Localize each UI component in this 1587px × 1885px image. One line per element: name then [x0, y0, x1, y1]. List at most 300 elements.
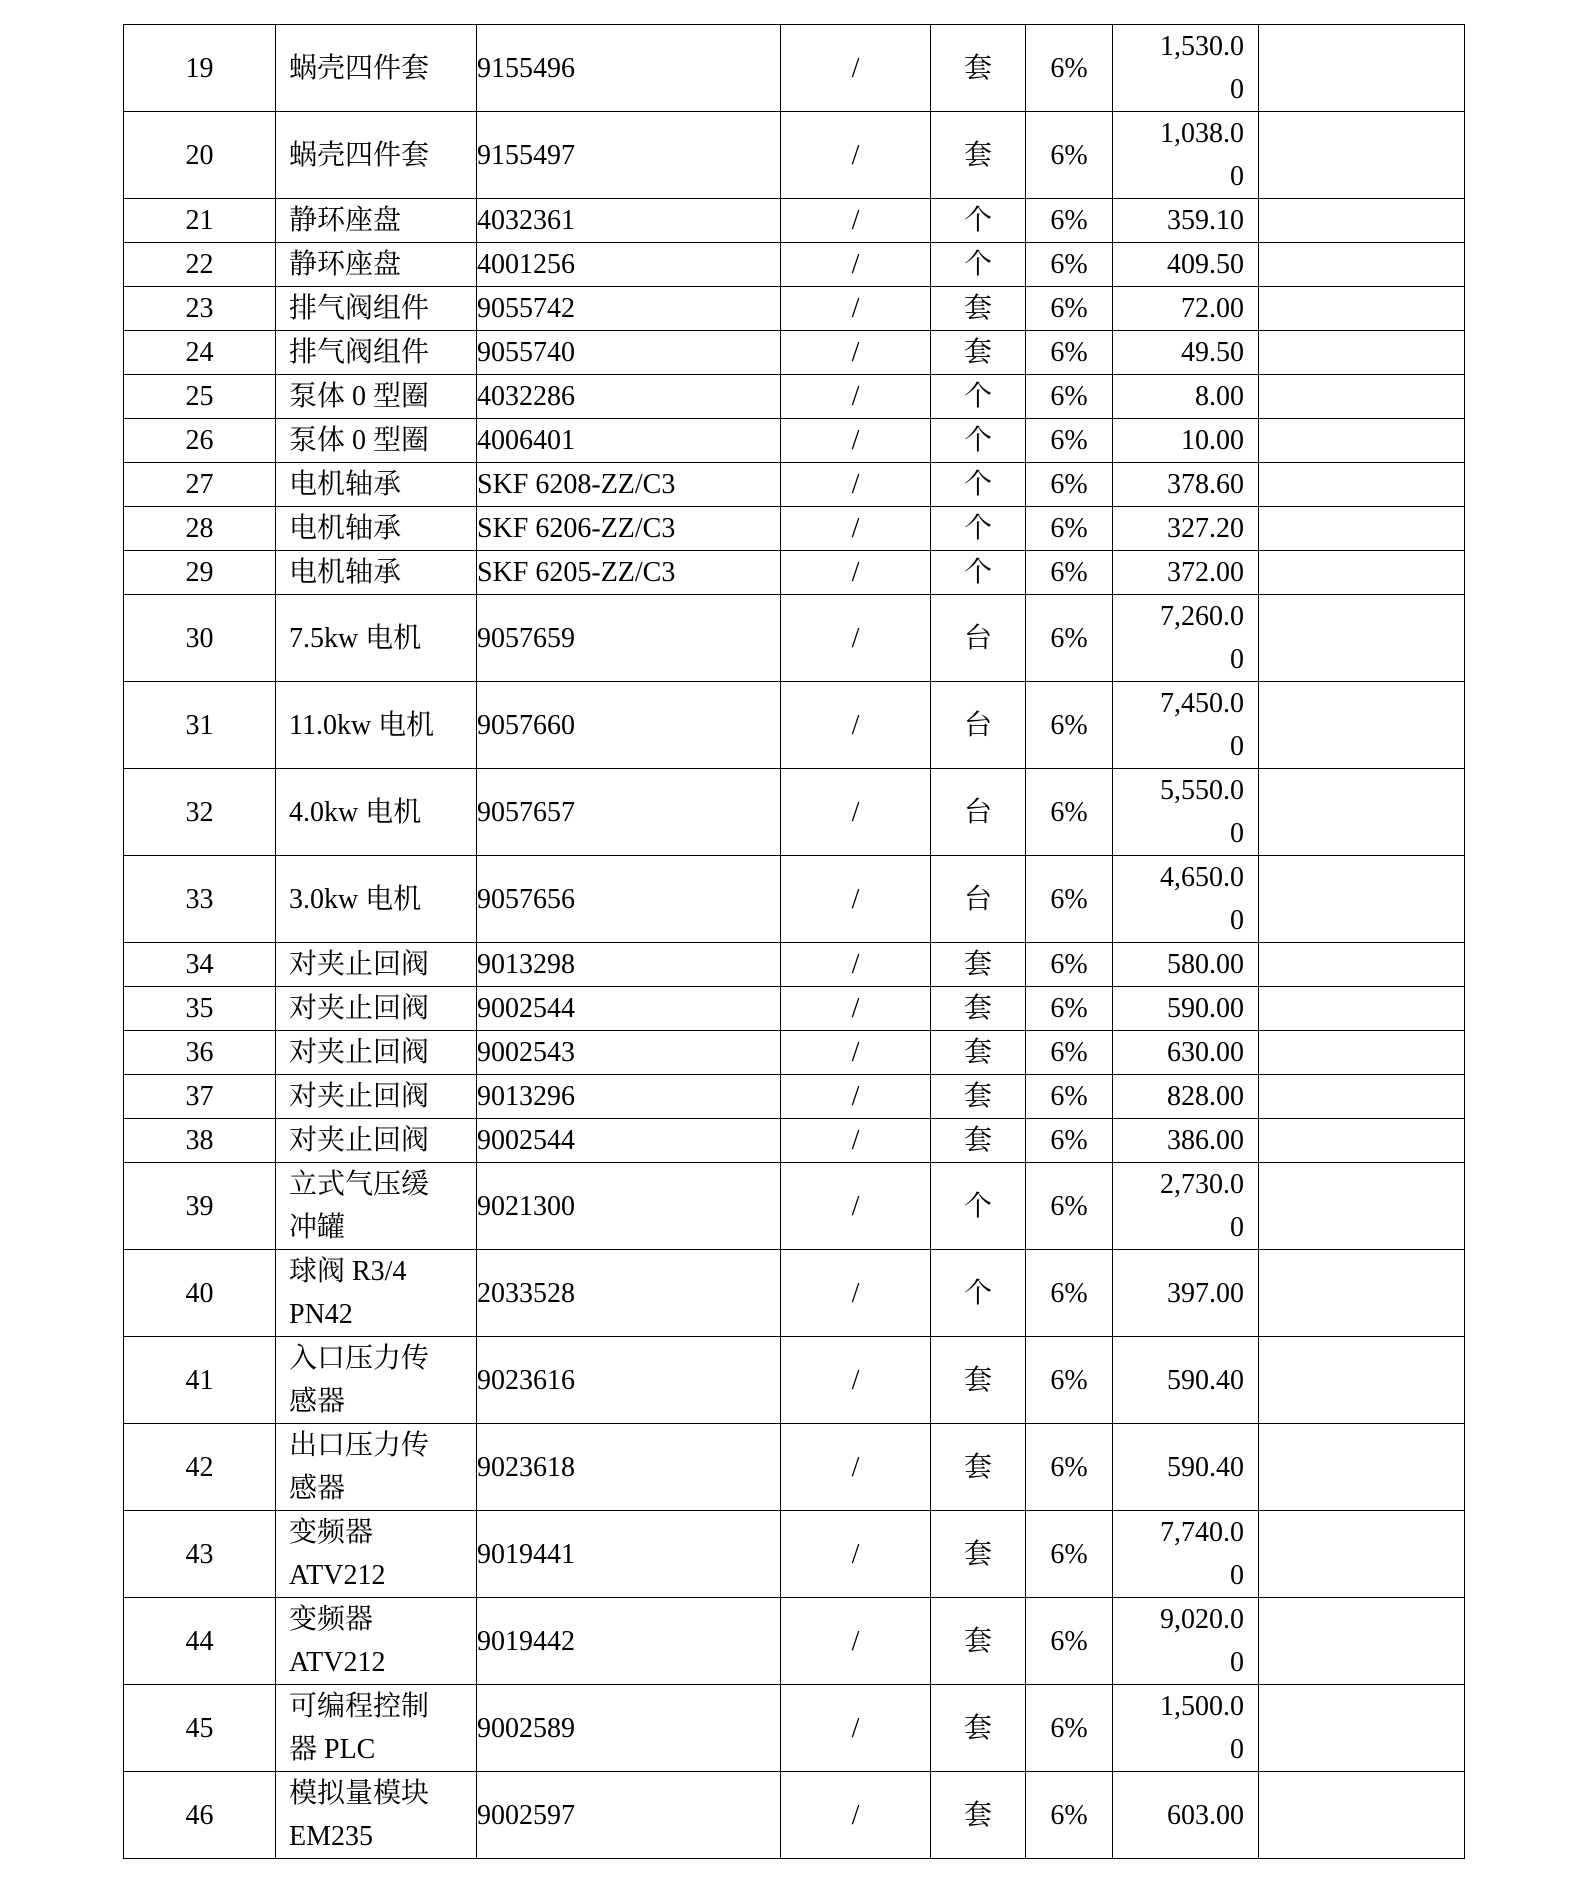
remark-cell: [1259, 595, 1465, 682]
item-name-cell-text: 3.0kw 电机: [289, 883, 422, 915]
model-cell: SKF 6208-ZZ/C3: [477, 463, 781, 507]
brand-cell: /: [781, 112, 931, 199]
price-cell-text: 2,730.00: [1160, 1169, 1244, 1243]
brand-cell: /: [781, 1685, 931, 1772]
brand-cell: /: [781, 287, 931, 331]
price-cell: [1113, 1337, 1259, 1424]
item-name-cell: [276, 112, 477, 199]
remark-cell: [1259, 287, 1465, 331]
tax-rate-cell: 6%: [1026, 769, 1113, 856]
item-name-cell-text: 7.5kw 电机: [289, 622, 422, 654]
brand-cell: /: [781, 419, 931, 463]
item-name-cell: [276, 682, 477, 769]
unit-cell: 个: [931, 1250, 1026, 1337]
price-cell-text: 397.00: [1167, 1277, 1244, 1309]
item-name-cell: [276, 987, 477, 1031]
unit-cell: 套: [931, 1337, 1026, 1424]
unit-cell: 套: [931, 1031, 1026, 1075]
unit-cell: 个: [931, 463, 1026, 507]
tax-rate-cell: 6%: [1026, 1119, 1113, 1163]
tax-rate-cell: 6%: [1026, 199, 1113, 243]
item-name-cell-text: 对夹止回阀: [289, 949, 430, 980]
brand-cell: /: [781, 856, 931, 943]
tax-rate-cell: 6%: [1026, 1424, 1113, 1511]
price-cell: [1113, 1119, 1259, 1163]
remark-cell: [1259, 463, 1465, 507]
price-cell: [1113, 1031, 1259, 1075]
table-row: [124, 1772, 1465, 1859]
price-cell-text: 378.60: [1167, 469, 1244, 500]
model-cell: 9002544: [477, 1119, 781, 1163]
brand-cell: /: [781, 331, 931, 375]
price-cell: [1113, 287, 1259, 331]
table-row: [124, 682, 1465, 769]
item-name-cell: [276, 1163, 477, 1250]
item-name-cell: [276, 595, 477, 682]
price-cell-text: 372.00: [1167, 557, 1244, 588]
price-cell: [1113, 1598, 1259, 1685]
table-row: [124, 1075, 1465, 1119]
row-index-cell: 36: [124, 1031, 276, 1075]
item-name-cell-text: 排气阀组件: [289, 293, 430, 324]
item-name-cell: [276, 1424, 477, 1511]
item-name-cell-text: 对夹止回阀: [289, 1037, 430, 1068]
model-cell: 9057659: [477, 595, 781, 682]
row-index-cell: 20: [124, 112, 276, 199]
tax-rate-cell: 6%: [1026, 987, 1113, 1031]
tax-rate-cell: 6%: [1026, 943, 1113, 987]
row-index-cell: 32: [124, 769, 276, 856]
item-name-cell: [276, 1250, 477, 1337]
row-index-cell: 46: [124, 1772, 276, 1859]
price-cell: [1113, 507, 1259, 551]
remark-cell: [1259, 25, 1465, 112]
row-index-cell: 21: [124, 199, 276, 243]
price-cell-text: 590.40: [1167, 1451, 1244, 1483]
brand-cell: /: [781, 507, 931, 551]
row-index-cell: 39: [124, 1163, 276, 1250]
row-index-cell: 35: [124, 987, 276, 1031]
tax-rate-cell: 6%: [1026, 1075, 1113, 1119]
item-name-cell-text: 4.0kw 电机: [289, 796, 422, 828]
tax-rate-cell: 6%: [1026, 1031, 1113, 1075]
price-cell: [1113, 1511, 1259, 1598]
item-name-cell-text: 电机轴承: [289, 513, 402, 544]
row-index-cell: 31: [124, 682, 276, 769]
price-cell-text: 359.10: [1167, 205, 1244, 236]
price-cell-text: 590.40: [1167, 1364, 1244, 1396]
price-cell-text: 7,260.00: [1160, 601, 1244, 675]
row-index-cell: 43: [124, 1511, 276, 1598]
price-cell-text: 7,450.00: [1160, 688, 1244, 762]
row-index-cell: 41: [124, 1337, 276, 1424]
remark-cell: [1259, 1163, 1465, 1250]
model-cell: SKF 6206-ZZ/C3: [477, 507, 781, 551]
model-cell: 4032361: [477, 199, 781, 243]
model-cell: 9057657: [477, 769, 781, 856]
tax-rate-cell: 6%: [1026, 112, 1113, 199]
price-cell-text: 590.00: [1167, 993, 1244, 1024]
model-cell: 9002543: [477, 1031, 781, 1075]
unit-cell: 台: [931, 856, 1026, 943]
row-index-cell: 25: [124, 375, 276, 419]
price-cell-text: 1,038.00: [1160, 118, 1244, 192]
model-cell: 9013298: [477, 943, 781, 987]
price-cell: [1113, 243, 1259, 287]
price-cell: [1113, 1163, 1259, 1250]
price-cell-text: 409.50: [1167, 249, 1244, 280]
unit-cell: 套: [931, 1511, 1026, 1598]
item-name-cell-text: 静环座盘: [289, 205, 402, 236]
item-name-cell: [276, 419, 477, 463]
price-cell-text: 7,740.00: [1160, 1517, 1244, 1591]
table-row: [124, 287, 1465, 331]
remark-cell: [1259, 112, 1465, 199]
tax-rate-cell: 6%: [1026, 331, 1113, 375]
unit-cell: 台: [931, 595, 1026, 682]
brand-cell: /: [781, 199, 931, 243]
brand-cell: /: [781, 1075, 931, 1119]
price-cell: [1113, 769, 1259, 856]
unit-cell: 套: [931, 112, 1026, 199]
price-cell: [1113, 199, 1259, 243]
price-cell: [1113, 375, 1259, 419]
table-row: [124, 1598, 1465, 1685]
row-index-cell: 37: [124, 1075, 276, 1119]
item-name-cell: [276, 1337, 477, 1424]
tax-rate-cell: 6%: [1026, 1337, 1113, 1424]
remark-cell: [1259, 1424, 1465, 1511]
table-row: [124, 856, 1465, 943]
item-name-cell: [276, 1031, 477, 1075]
price-cell: [1113, 682, 1259, 769]
table-row: [124, 507, 1465, 551]
model-cell: SKF 6205-ZZ/C3: [477, 551, 781, 595]
unit-cell: 个: [931, 199, 1026, 243]
item-name-cell: [276, 507, 477, 551]
brand-cell: /: [781, 682, 931, 769]
tax-rate-cell: 6%: [1026, 856, 1113, 943]
brand-cell: /: [781, 1337, 931, 1424]
remark-cell: [1259, 1250, 1465, 1337]
tax-rate-cell: 6%: [1026, 1772, 1113, 1859]
remark-cell: [1259, 1075, 1465, 1119]
unit-cell: 个: [931, 419, 1026, 463]
item-name-cell-text: 立式气压缓冲罐: [289, 1169, 430, 1243]
price-cell: [1113, 856, 1259, 943]
price-cell-text: 630.00: [1167, 1037, 1244, 1068]
brand-cell: /: [781, 1424, 931, 1511]
tax-rate-cell: 6%: [1026, 243, 1113, 287]
brand-cell: /: [781, 463, 931, 507]
brand-cell: /: [781, 243, 931, 287]
model-cell: 9019441: [477, 1511, 781, 1598]
tax-rate-cell: 6%: [1026, 507, 1113, 551]
item-name-cell-text: 变频器 ATV212: [289, 1604, 386, 1678]
price-cell-text: 828.00: [1167, 1081, 1244, 1112]
table-row: [124, 243, 1465, 287]
model-cell: 4001256: [477, 243, 781, 287]
unit-cell: 套: [931, 331, 1026, 375]
price-cell-text: 72.00: [1181, 293, 1244, 324]
item-name-cell-text: 电机轴承: [289, 469, 402, 500]
item-name-cell: [276, 243, 477, 287]
remark-cell: [1259, 987, 1465, 1031]
item-name-cell-text: 可编程控制器 PLC: [289, 1691, 430, 1765]
price-cell: [1113, 1424, 1259, 1511]
item-name-cell: [276, 25, 477, 112]
table-row: [124, 463, 1465, 507]
item-name-cell-text: 泵体 0 型圈: [289, 381, 430, 412]
item-name-cell-text: 模拟量模块 EM235: [289, 1778, 430, 1852]
remark-cell: [1259, 1337, 1465, 1424]
table-row: [124, 419, 1465, 463]
row-index-cell: 23: [124, 287, 276, 331]
row-index-cell: 24: [124, 331, 276, 375]
unit-cell: 套: [931, 25, 1026, 112]
table-row: [124, 943, 1465, 987]
price-cell: [1113, 551, 1259, 595]
item-name-cell-text: 出口压力传感器: [289, 1430, 430, 1504]
price-cell-text: 327.20: [1167, 513, 1244, 544]
brand-cell: /: [781, 551, 931, 595]
price-cell: [1113, 419, 1259, 463]
tax-rate-cell: 6%: [1026, 1598, 1113, 1685]
table-row: [124, 769, 1465, 856]
brand-cell: /: [781, 1511, 931, 1598]
price-cell: [1113, 112, 1259, 199]
model-cell: 9002544: [477, 987, 781, 1031]
table-row: [124, 331, 1465, 375]
table-row: [124, 595, 1465, 682]
price-cell-text: 5,550.00: [1160, 775, 1244, 849]
item-name-cell-text: 对夹止回阀: [289, 1081, 430, 1112]
tax-rate-cell: 6%: [1026, 419, 1113, 463]
price-cell: [1113, 943, 1259, 987]
tax-rate-cell: 6%: [1026, 463, 1113, 507]
table-row: [124, 1424, 1465, 1511]
item-name-cell-text: 变频器 ATV212: [289, 1517, 386, 1591]
table-row: [124, 1031, 1465, 1075]
item-name-cell: [276, 1511, 477, 1598]
tax-rate-cell: 6%: [1026, 1163, 1113, 1250]
table-row: [124, 1119, 1465, 1163]
price-cell-text: 1,500.00: [1160, 1691, 1244, 1765]
model-cell: 9019442: [477, 1598, 781, 1685]
remark-cell: [1259, 1772, 1465, 1859]
item-name-cell-text: 静环座盘: [289, 249, 402, 280]
item-name-cell: [276, 375, 477, 419]
model-cell: 9002589: [477, 1685, 781, 1772]
item-name-cell-text: 泵体 0 型圈: [289, 425, 430, 456]
row-index-cell: 45: [124, 1685, 276, 1772]
item-name-cell-text: 入口压力传感器: [289, 1343, 430, 1417]
item-name-cell: [276, 331, 477, 375]
remark-cell: [1259, 1119, 1465, 1163]
brand-cell: /: [781, 769, 931, 856]
price-cell-text: 1,530.00: [1160, 31, 1244, 105]
item-name-cell-text: 对夹止回阀: [289, 1125, 430, 1156]
price-cell-text: 386.00: [1167, 1125, 1244, 1156]
price-cell-text: 4,650.00: [1160, 862, 1244, 936]
brand-cell: /: [781, 1163, 931, 1250]
table-row: [124, 1163, 1465, 1250]
brand-cell: /: [781, 987, 931, 1031]
row-index-cell: 44: [124, 1598, 276, 1685]
brand-cell: /: [781, 595, 931, 682]
remark-cell: [1259, 943, 1465, 987]
remark-cell: [1259, 375, 1465, 419]
table-row: [124, 25, 1465, 112]
row-index-cell: 38: [124, 1119, 276, 1163]
remark-cell: [1259, 1685, 1465, 1772]
item-name-cell-text: 球阀 R3/4 PN42: [289, 1256, 407, 1330]
remark-cell: [1259, 419, 1465, 463]
row-index-cell: 22: [124, 243, 276, 287]
brand-cell: /: [781, 25, 931, 112]
item-name-cell: [276, 856, 477, 943]
price-cell: [1113, 463, 1259, 507]
model-cell: 9155496: [477, 25, 781, 112]
unit-cell: 台: [931, 769, 1026, 856]
remark-cell: [1259, 1511, 1465, 1598]
tax-rate-cell: 6%: [1026, 551, 1113, 595]
model-cell: 9023616: [477, 1337, 781, 1424]
remark-cell: [1259, 199, 1465, 243]
brand-cell: /: [781, 1119, 931, 1163]
unit-cell: 套: [931, 1772, 1026, 1859]
price-cell: [1113, 331, 1259, 375]
row-index-cell: 27: [124, 463, 276, 507]
item-name-cell: [276, 287, 477, 331]
unit-cell: 套: [931, 1424, 1026, 1511]
item-name-cell-text: 对夹止回阀: [289, 993, 430, 1024]
tax-rate-cell: 6%: [1026, 595, 1113, 682]
price-cell-text: 580.00: [1167, 949, 1244, 980]
table-row: [124, 1250, 1465, 1337]
tax-rate-cell: 6%: [1026, 1685, 1113, 1772]
item-name-cell: [276, 463, 477, 507]
brand-cell: /: [781, 1598, 931, 1685]
model-cell: 9057660: [477, 682, 781, 769]
item-name-cell-text: 11.0kw 电机: [289, 709, 435, 741]
unit-cell: 台: [931, 682, 1026, 769]
price-cell-text: 603.00: [1167, 1799, 1244, 1831]
item-name-cell: [276, 1075, 477, 1119]
brand-cell: /: [781, 943, 931, 987]
model-cell: 9002597: [477, 1772, 781, 1859]
parts-price-table: [123, 24, 1465, 1859]
remark-cell: [1259, 551, 1465, 595]
unit-cell: 个: [931, 1163, 1026, 1250]
tax-rate-cell: 6%: [1026, 1250, 1113, 1337]
price-cell: [1113, 1250, 1259, 1337]
unit-cell: 套: [931, 1598, 1026, 1685]
price-cell-text: 49.50: [1181, 337, 1244, 368]
item-name-cell: [276, 1685, 477, 1772]
row-index-cell: 29: [124, 551, 276, 595]
item-name-cell: [276, 769, 477, 856]
row-index-cell: 19: [124, 25, 276, 112]
remark-cell: [1259, 243, 1465, 287]
model-cell: 9013296: [477, 1075, 781, 1119]
table-row: [124, 551, 1465, 595]
table-row: [124, 987, 1465, 1031]
tax-rate-cell: 6%: [1026, 1511, 1113, 1598]
table-row: [124, 199, 1465, 243]
model-cell: 4006401: [477, 419, 781, 463]
unit-cell: 个: [931, 243, 1026, 287]
remark-cell: [1259, 682, 1465, 769]
item-name-cell: [276, 551, 477, 595]
unit-cell: 个: [931, 551, 1026, 595]
price-cell: [1113, 595, 1259, 682]
unit-cell: 个: [931, 507, 1026, 551]
item-name-cell-text: 排气阀组件: [289, 337, 430, 368]
unit-cell: 套: [931, 1119, 1026, 1163]
item-name-cell-text: 蜗壳四件套: [289, 139, 430, 171]
price-cell-text: 9,020.00: [1160, 1604, 1244, 1678]
item-name-cell: [276, 1598, 477, 1685]
tax-rate-cell: 6%: [1026, 287, 1113, 331]
remark-cell: [1259, 507, 1465, 551]
model-cell: 9155497: [477, 112, 781, 199]
model-cell: 9057656: [477, 856, 781, 943]
price-cell-text: 8.00: [1195, 381, 1244, 412]
table-row: [124, 1685, 1465, 1772]
item-name-cell: [276, 1772, 477, 1859]
remark-cell: [1259, 1598, 1465, 1685]
remark-cell: [1259, 331, 1465, 375]
remark-cell: [1259, 856, 1465, 943]
row-index-cell: 40: [124, 1250, 276, 1337]
unit-cell: 个: [931, 375, 1026, 419]
table-row: [124, 1337, 1465, 1424]
price-cell-text: 10.00: [1181, 425, 1244, 456]
row-index-cell: 28: [124, 507, 276, 551]
model-cell: 9055742: [477, 287, 781, 331]
price-cell: [1113, 1685, 1259, 1772]
item-name-cell-text: 蜗壳四件套: [289, 52, 430, 84]
item-name-cell-text: 电机轴承: [289, 557, 402, 588]
brand-cell: /: [781, 1772, 931, 1859]
model-cell: 9021300: [477, 1163, 781, 1250]
item-name-cell: [276, 943, 477, 987]
price-cell: [1113, 1772, 1259, 1859]
remark-cell: [1259, 769, 1465, 856]
row-index-cell: 42: [124, 1424, 276, 1511]
table-row: [124, 375, 1465, 419]
price-cell: [1113, 987, 1259, 1031]
model-cell: 9055740: [477, 331, 781, 375]
unit-cell: 套: [931, 987, 1026, 1031]
brand-cell: /: [781, 1250, 931, 1337]
tax-rate-cell: 6%: [1026, 375, 1113, 419]
brand-cell: /: [781, 1031, 931, 1075]
table-row: [124, 1511, 1465, 1598]
model-cell: 2033528: [477, 1250, 781, 1337]
item-name-cell: [276, 1119, 477, 1163]
unit-cell: 套: [931, 287, 1026, 331]
model-cell: 9023618: [477, 1424, 781, 1511]
table-row: [124, 112, 1465, 199]
tax-rate-cell: 6%: [1026, 682, 1113, 769]
unit-cell: 套: [931, 1075, 1026, 1119]
row-index-cell: 34: [124, 943, 276, 987]
brand-cell: /: [781, 375, 931, 419]
row-index-cell: 33: [124, 856, 276, 943]
row-index-cell: 26: [124, 419, 276, 463]
